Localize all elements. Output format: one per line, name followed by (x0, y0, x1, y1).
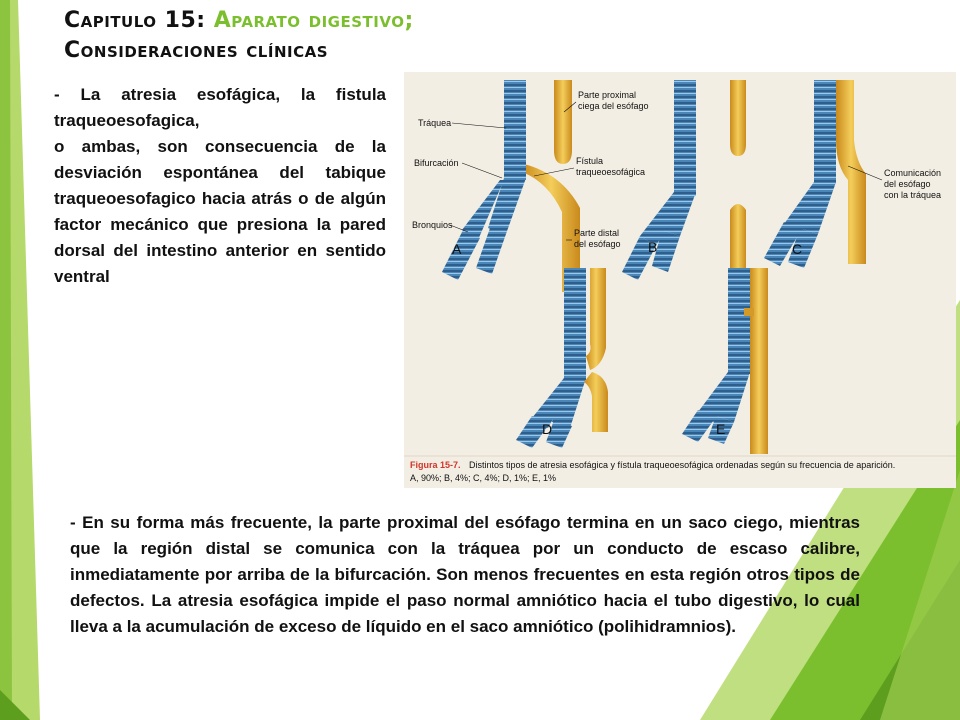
variant-c-drawing (764, 80, 866, 268)
label-proximal-1: Parte proximal (578, 90, 637, 100)
label-bronchi: Bronquios (412, 220, 453, 230)
text-block-1-line1: - La atresia esofágica, la fistula traqueoesofagica, (54, 85, 386, 130)
text-block-1 (46, 82, 386, 290)
lower-esophagus-d (584, 372, 608, 432)
letter-d: D (542, 421, 553, 437)
label-fistula-1: Fístula (576, 156, 604, 166)
variant-a-drawing (442, 80, 580, 292)
label-distal-1: Parte distal (574, 228, 620, 238)
caption-text: Distintos tipos de atresia esofágica y fístula traqueoesofágica ordenadas según su frecuencia de aparición. (468, 460, 896, 470)
esophagus-e (750, 268, 768, 454)
page-title (64, 6, 624, 66)
label-distal-2: del esófago (574, 239, 621, 249)
label-trachea: Tráquea (418, 118, 452, 128)
esophagus-c (836, 80, 866, 264)
upper-esophagus-d (586, 268, 606, 370)
distal-pouch-b (730, 204, 746, 268)
letter-b: B (648, 239, 658, 255)
label-proximal-2: ciega del esófago (578, 101, 649, 111)
proximal-pouch-b (730, 80, 746, 156)
trachea-a (504, 80, 526, 180)
trachea-b (674, 80, 696, 196)
proximal-pouch-a (554, 80, 572, 164)
trachea-c (814, 80, 836, 184)
letter-c: C (792, 241, 803, 257)
text-block-2-body: - En su forma más frecuente, la parte proximal del esófago termina en un saco ciego, mientras que la región distal se comunica con la tráquea por un conducto de escaso calibre, inmediatamente por arriba de la bifurcación. Son menos frecuentes en esta región otros tipos de defectos. La atresia esofágica impide el paso normal amniótico hacia el tubo digestivo, lo cual lleva a la acumulación de exceso de líquido en el saco amniótico (polihidramnios). (70, 513, 860, 636)
text-block-2 (62, 510, 860, 640)
letter-a: A (452, 241, 462, 257)
title-accent: Aparato digestivo; (213, 8, 414, 33)
trachea-d (564, 268, 586, 380)
label-communication-2: del esófago (884, 179, 931, 189)
variant-d-drawing (516, 268, 608, 448)
label-fistula-2: traqueoesofágica (576, 167, 646, 177)
figure-drawing (404, 72, 956, 488)
label-bifurcation: Bifurcación (414, 158, 459, 168)
letter-e: E (716, 421, 726, 437)
text-block-1-body: o ambas, son consecuencia de la desviación espontánea del tabique traqueoesofagico hacia atrás o de algún factor mecánico que presiona la pared dorsal del intestino anterior en sentido ventral (54, 137, 386, 286)
caption-frequencies: A, 90%; B, 4%; C, 4%; D, 1%; E, 1% (410, 473, 557, 483)
figure-caption (410, 455, 895, 472)
label-communication-3: con la tráquea (884, 190, 942, 200)
trachea-e (728, 268, 750, 374)
title-prefix: Capitulo 15: (64, 8, 214, 33)
title-line2: Consideraciones clínicas (64, 38, 328, 63)
caption-label: Figura 15-7. (410, 460, 461, 470)
embryology-figure (404, 72, 956, 488)
label-communication-1: Comunicación (884, 168, 942, 178)
